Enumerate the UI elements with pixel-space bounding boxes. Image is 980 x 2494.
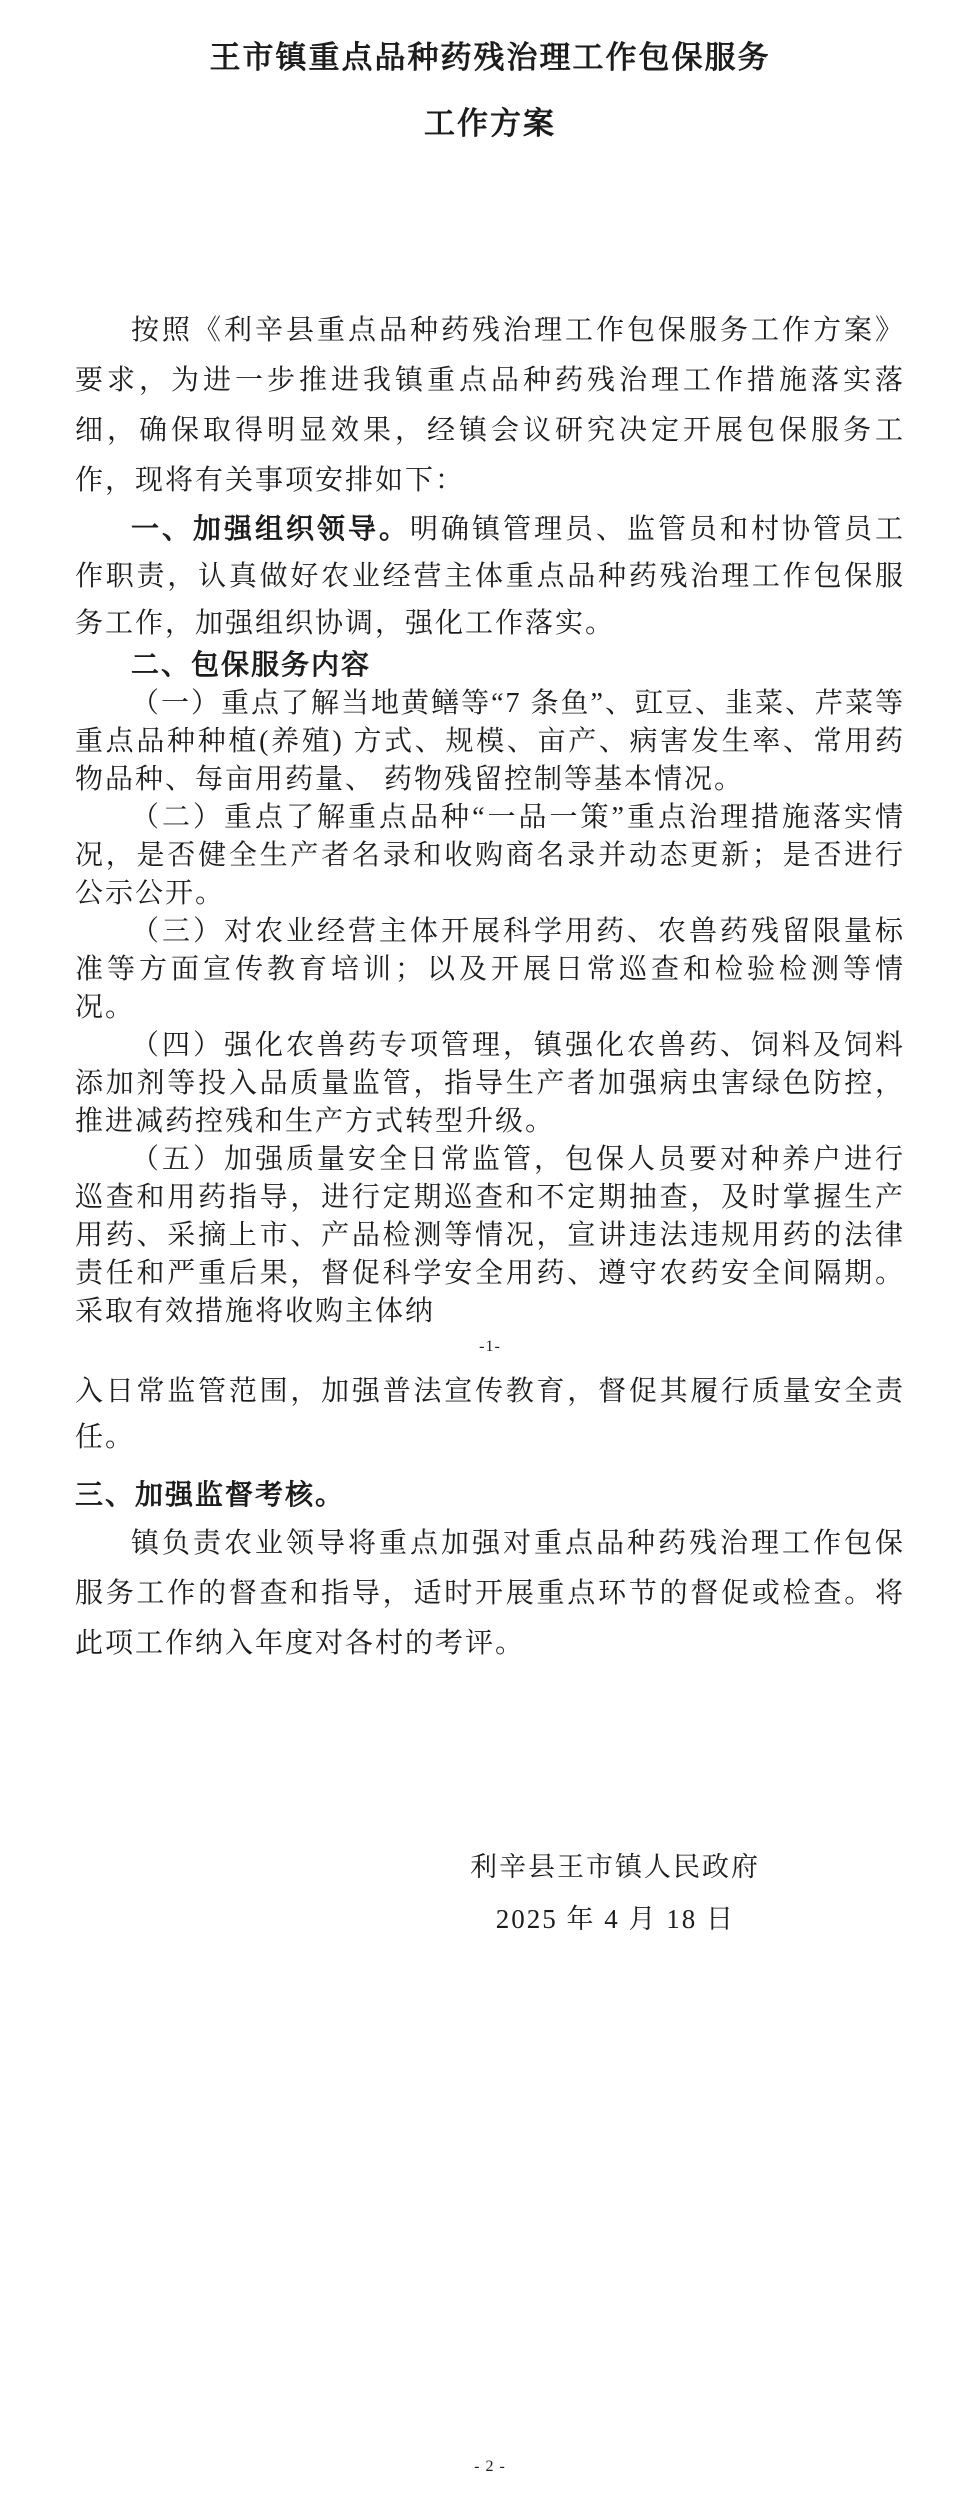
section3-paragraph: 镇负责农业领导将重点加强对重点品种药残治理工作包保服务工作的督查和指导，适时开展重点环节的督促或检查。将此项工作纳入年度对各村的考评。 <box>75 1528 905 1659</box>
section1-heading-inline: 一、加强组织领导。 <box>131 514 410 545</box>
section3-heading: 三、加强监督考核。 <box>75 1480 346 1511</box>
numbered-item-5: （五）加强质量安全日常监管，包保人员要对种养户进行巡查和用药指导，进行定期巡查和不定期抽查，及时掌握生产用药、采摘上市、产品检测等情况，宣讲违法违规用药的法律责任和严重后果，督促科学安全用药、遵守农药安全间隔期。采取有效措施将收购主体纳 <box>75 1144 905 1327</box>
numbered-item-3: （三）对农业经营主体开展科学用药、农兽药残留限量标准等方面宣传教育培训；以及开展日常巡查和检验检测等情况。 <box>75 916 905 1023</box>
signature-block <box>75 1841 905 1945</box>
page2-footer-page-number: - 2 - <box>474 2458 506 2475</box>
item5-continuation-paragraph: 入日常监管范围，加强普法宣传教育，督促其履行质量安全责任。 <box>75 1376 905 1453</box>
section1-body-text: 明确镇管理员、监管员和村协管员工作职责，认真做好农业经营主体重点品种药残治理工作包保服务工作，加强组织协调，强化工作落实。 <box>75 514 905 639</box>
signature-org: 利辛县王市镇人民政府 <box>470 1852 760 1882</box>
section2-heading: 二、包保服务内容 <box>131 650 372 681</box>
numbered-item-2: （二）重点了解重点品种“一品一策”重点治理措施落实情况，是否健全生产者名录和收购商名录并动态更新；是否进行公示公开。 <box>75 802 905 909</box>
document-title-line2: 工作方案 <box>424 106 556 141</box>
document-title-line1: 王市镇重点品种药残治理工作包保服务 <box>209 40 771 75</box>
intro-paragraph: 按照《利辛县重点品种药残治理工作包保服务工作方案》要求，为进一步推进我镇重点品种药残治理工作措施落实落细，确保取得明显效果，经镇会议研究决定开展包保服务工作，现将有关事项安排如下： <box>75 315 905 496</box>
section1-paragraph <box>75 506 905 647</box>
page1-footer-page-number: -1- <box>479 1338 501 1355</box>
numbered-item-1: （一）重点了解当地黄鳝等“7 条鱼”、豇豆、韭菜、芹菜等重点品种种植(养殖) 方式、规模、亩产、病害发生率、常用药物品种、每亩用药量、 药物残留控制等基本情况。 <box>75 688 905 795</box>
signature-date: 2025 年 4 月 18 日 <box>495 1904 735 1934</box>
numbered-item-4: （四）强化农兽药专项管理，镇强化农兽药、饲料及饲料添加剂等投入品质量监管，指导生产者加强病虫害绿色防控，推进减药控残和生产方式转型升级。 <box>75 1030 905 1137</box>
